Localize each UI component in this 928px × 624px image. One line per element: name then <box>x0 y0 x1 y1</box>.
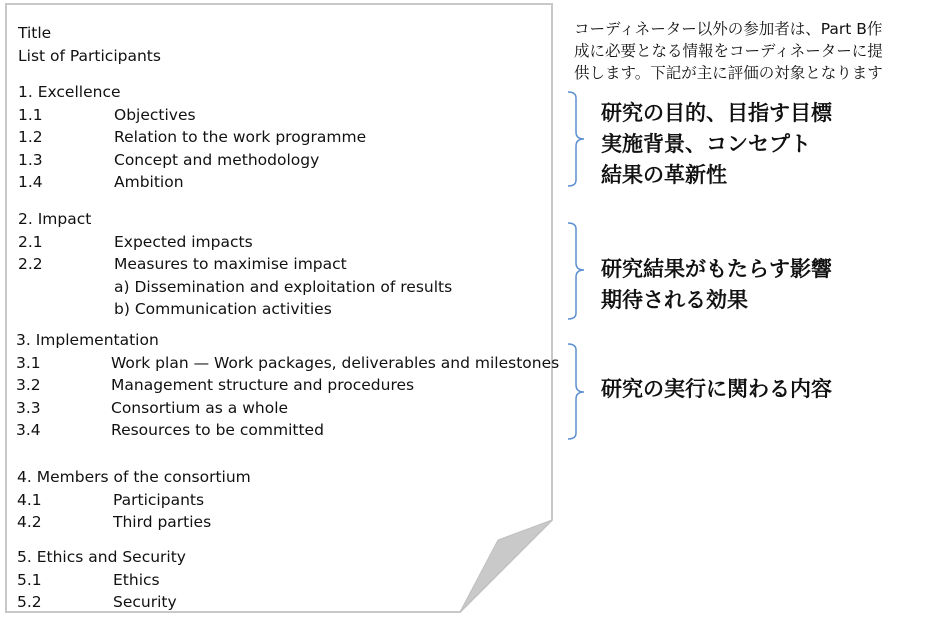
item-label: a) Dissemination and exploitation of results <box>114 278 453 296</box>
brace-impact <box>568 223 584 319</box>
item-number: 5.2 <box>17 593 42 611</box>
item-label: Security <box>113 593 177 611</box>
section-heading-excellence: 1. Excellence <box>18 83 121 101</box>
item-number: 1.4 <box>18 173 43 191</box>
annotation-line: 研究の目的、目指す目標 <box>601 101 832 125</box>
annotation-line: 研究結果がもたらす影響 <box>601 257 832 281</box>
item-label: Work plan — Work packages, deliverables and milestones <box>111 354 560 372</box>
item-label: Concept and methodology <box>114 151 320 169</box>
annotation-line: 実施背景、コンセプト <box>601 132 811 156</box>
section-heading-impact: 2. Impact <box>18 210 92 228</box>
coordinator-note <box>574 18 926 84</box>
section-heading-ethics: 5. Ethics and Security <box>17 548 186 566</box>
note-line: 成に必要となる情報をコーディネーターに提 <box>574 42 883 60</box>
item-number: 1.2 <box>18 128 43 146</box>
item-number: 3.4 <box>16 421 41 439</box>
annotation-impact <box>601 254 832 316</box>
item-number: 4.2 <box>17 513 42 531</box>
item-label: b) Communication activities <box>114 300 332 318</box>
item-label: Relation to the work programme <box>114 128 367 146</box>
item-label: Objectives <box>114 106 196 124</box>
participants-list: List of Participants <box>18 47 161 65</box>
item-label: Consortium as a whole <box>111 399 289 417</box>
brace-implementation <box>568 344 584 439</box>
annotation-line: 研究の実行に関わる内容 <box>601 377 832 401</box>
item-number: 1.3 <box>18 151 43 169</box>
annotation-excellence <box>601 98 832 191</box>
document-title: Title <box>18 24 52 42</box>
annotation-line: 期待される効果 <box>601 288 748 312</box>
item-number: 3.1 <box>16 354 41 372</box>
item-number: 3.3 <box>16 399 41 417</box>
item-number: 1.1 <box>18 106 43 124</box>
item-label: Participants <box>113 491 205 509</box>
item-label: Expected impacts <box>114 233 253 251</box>
item-label: Resources to be committed <box>111 421 324 439</box>
brace-excellence <box>568 92 584 186</box>
item-number: 3.2 <box>16 376 41 394</box>
item-number: 4.1 <box>17 491 42 509</box>
item-number: 5.1 <box>17 571 42 589</box>
item-number: 2.1 <box>18 233 43 251</box>
annotation-implementation <box>601 374 832 405</box>
item-number: 2.2 <box>18 255 43 273</box>
item-label: Third parties <box>113 513 212 531</box>
item-label: Ambition <box>114 173 184 191</box>
section-heading-implementation: 3. Implementation <box>16 331 159 349</box>
item-label: Ethics <box>113 571 160 589</box>
section-heading-members: 4. Members of the consortium <box>17 468 251 486</box>
note-line: コーディネーター以外の参加者は、Part B作 <box>574 20 883 38</box>
item-label: Management structure and procedures <box>111 376 415 394</box>
note-line: 供します。下記が主に評価の対象となります <box>574 64 883 82</box>
annotation-line: 結果の革新性 <box>601 163 727 187</box>
item-label: Measures to maximise impact <box>114 255 347 273</box>
